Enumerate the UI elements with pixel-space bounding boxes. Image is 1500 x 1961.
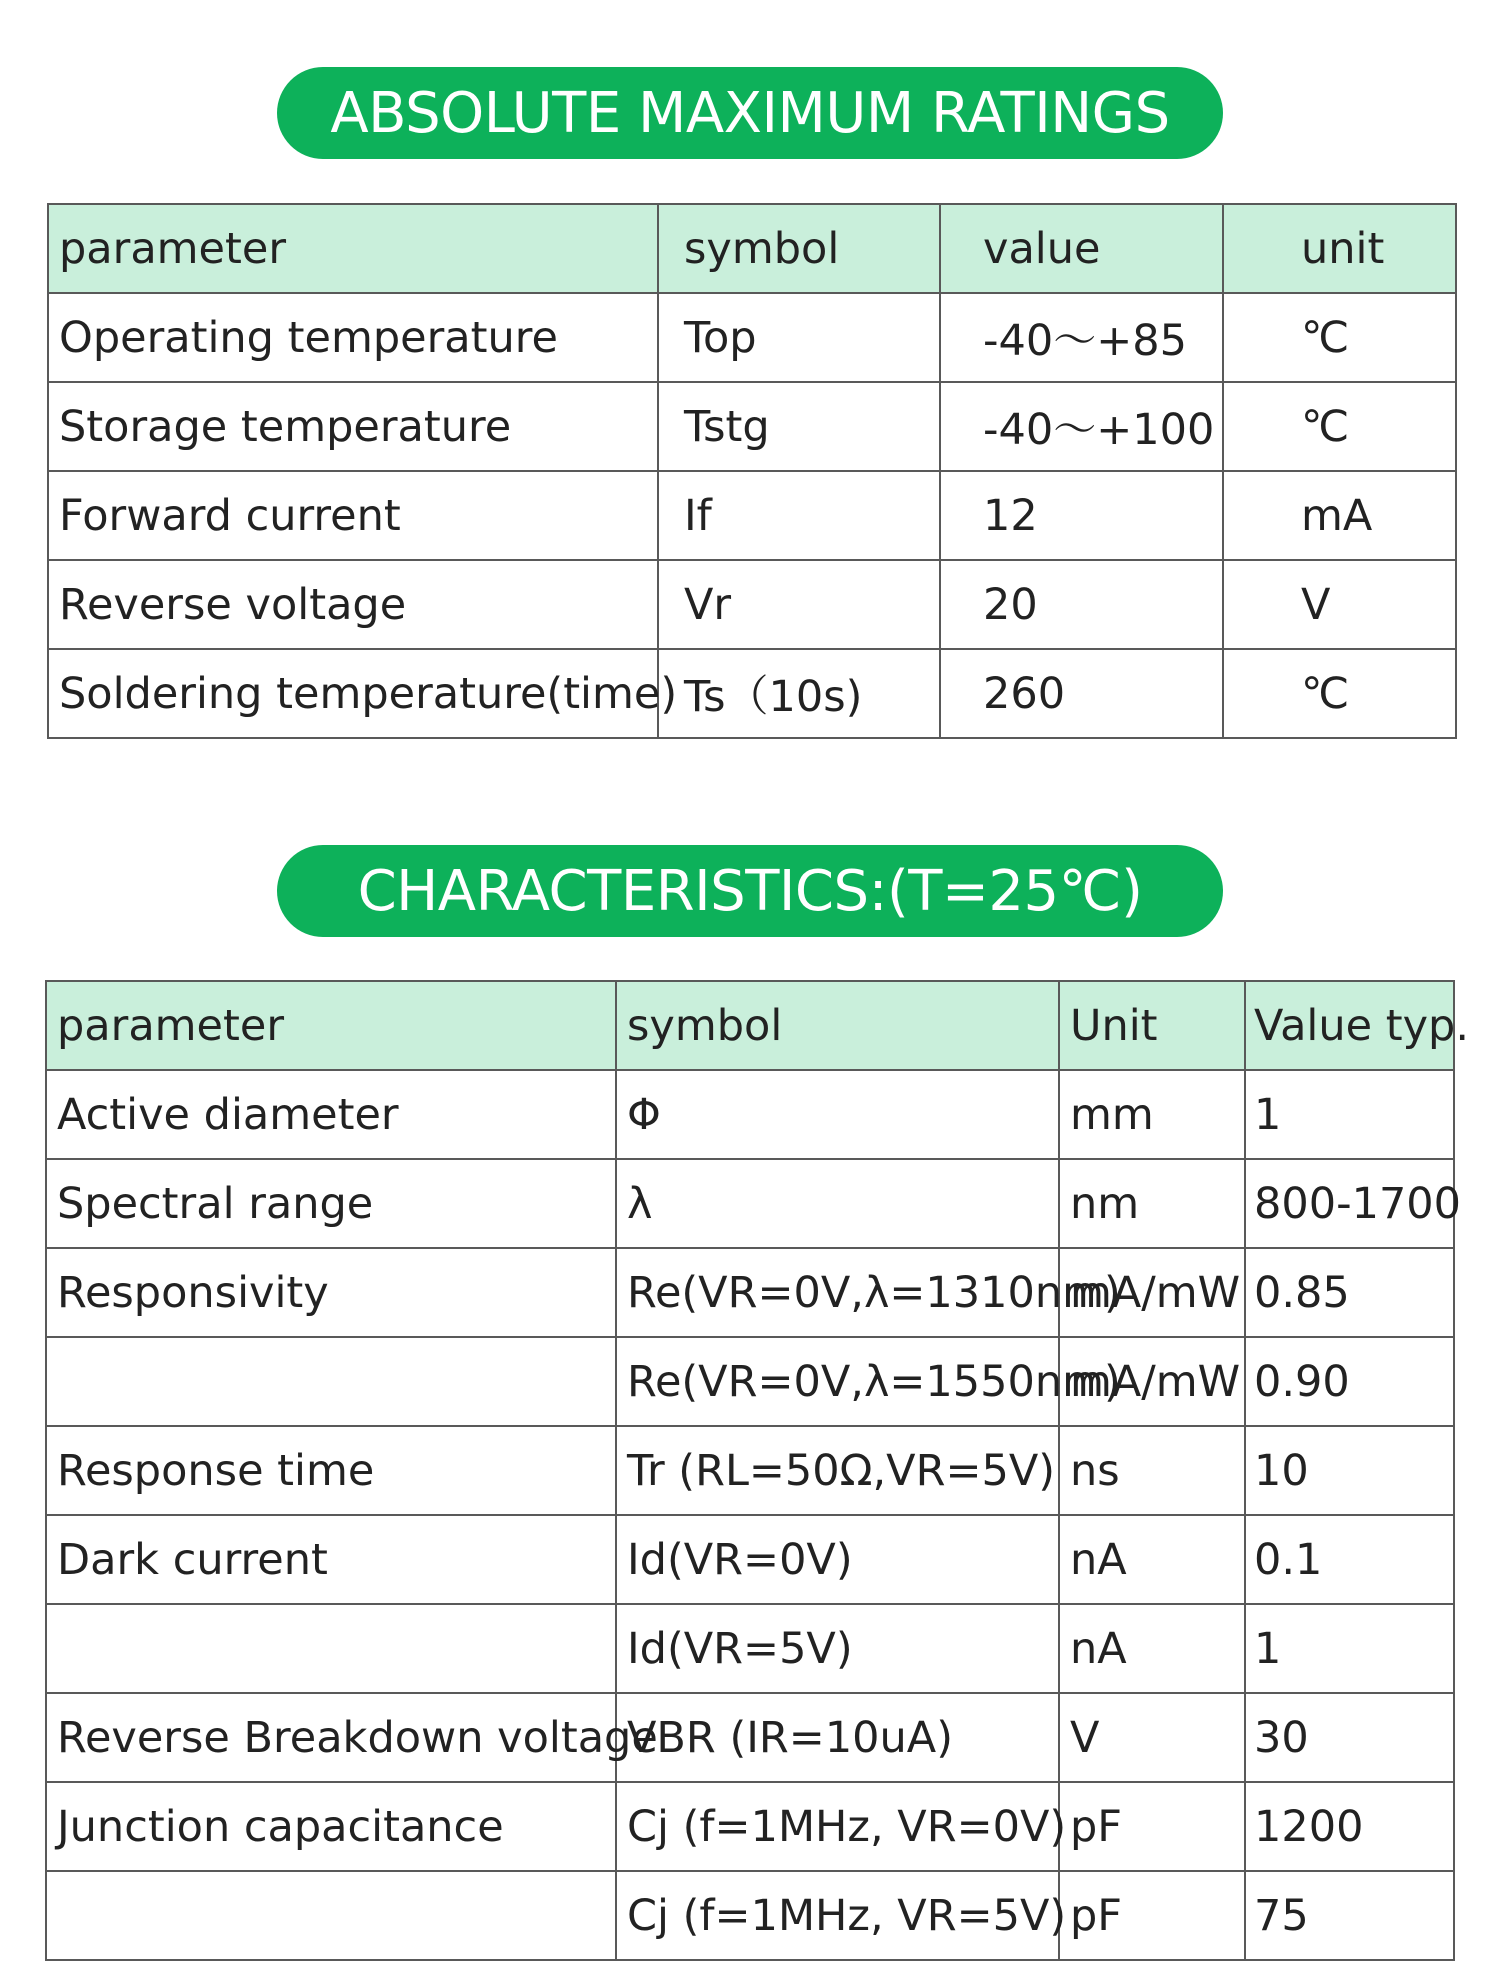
absolute-maximum-ratings-body [48,204,1456,738]
header-cell-symbol: symbol [658,204,940,293]
table-row [46,1426,1454,1515]
table-row [46,1693,1454,1782]
cell-unit: pF [1059,1782,1245,1871]
characteristics-title: CHARACTERISTICS:(T=25℃) [277,845,1223,937]
cell-parameter [46,1337,616,1426]
cell-unit: nm [1059,1159,1245,1248]
cell-unit: ℃ [1223,382,1456,471]
table-row [46,1337,1454,1426]
cell-parameter: Response time [46,1426,616,1515]
cell-unit: V [1223,560,1456,649]
cell-parameter: Junction capacitance [46,1782,616,1871]
cell-parameter: Responsivity [46,1248,616,1337]
table-row [46,1871,1454,1960]
cell-symbol: Re(VR=0V,λ=1310nm) [616,1248,1059,1337]
header-cell-value: Value typ. [1245,981,1454,1070]
cell-parameter: Storage temperature [48,382,658,471]
cell-unit: V [1059,1693,1245,1782]
absolute-maximum-ratings-title: ABSOLUTE MAXIMUM RATINGS [277,67,1223,159]
cell-value: 0.1 [1245,1515,1454,1604]
table-header-row [46,981,1454,1070]
cell-value: 800-1700 [1245,1159,1454,1248]
cell-parameter: Spectral range [46,1159,616,1248]
cell-unit: mm [1059,1070,1245,1159]
cell-parameter: Soldering temperature(time) [48,649,658,738]
cell-unit: ℃ [1223,293,1456,382]
cell-value: 1 [1245,1604,1454,1693]
header-cell-value: value [940,204,1223,293]
table-row [46,1782,1454,1871]
header-cell-symbol: symbol [616,981,1059,1070]
table-row [46,1604,1454,1693]
cell-symbol: Id(VR=5V) [616,1604,1059,1693]
cell-symbol: Cj (f=1MHz, VR=5V) [616,1871,1059,1960]
header-cell-unit: Unit [1059,981,1245,1070]
cell-unit: ns [1059,1426,1245,1515]
cell-value: 0.85 [1245,1248,1454,1337]
header-cell-unit: unit [1223,204,1456,293]
cell-unit: nA [1059,1515,1245,1604]
cell-parameter [46,1871,616,1960]
cell-parameter [46,1604,616,1693]
cell-value: -40～+85 [940,293,1223,382]
table-header-row [48,204,1456,293]
cell-unit: mA/mW [1059,1248,1245,1337]
cell-value: 75 [1245,1871,1454,1960]
table-row [46,1070,1454,1159]
table-row [48,293,1456,382]
table-row [46,1159,1454,1248]
cell-unit: nA [1059,1604,1245,1693]
absolute-maximum-ratings-table [47,203,1457,739]
characteristics-body [46,981,1470,1960]
characteristics-table [45,980,1470,1961]
cell-symbol: Vr [658,560,940,649]
cell-value: 30 [1245,1693,1454,1782]
cell-value: 20 [940,560,1223,649]
cell-symbol: Top [658,293,940,382]
table-row [48,649,1456,738]
cell-parameter: Dark current [46,1515,616,1604]
table-row [48,382,1456,471]
cell-value: -40～+100 [940,382,1223,471]
table-row [46,1248,1454,1337]
cell-unit: pF [1059,1871,1245,1960]
cell-symbol: If [658,471,940,560]
cell-symbol: Tstg [658,382,940,471]
table-row [48,560,1456,649]
cell-symbol: Ts（10s) [658,649,940,738]
cell-unit: mA [1223,471,1456,560]
cell-parameter: Forward current [48,471,658,560]
cell-parameter: Reverse Breakdown voltage [46,1693,616,1782]
cell-unit: ℃ [1223,649,1456,738]
cell-parameter: Operating temperature [48,293,658,382]
cell-symbol: VBR (IR=10uA) [616,1693,1059,1782]
cell-value: 1 [1245,1070,1454,1159]
cell-symbol: Re(VR=0V,λ=1550nm) [616,1337,1059,1426]
cell-symbol: Id(VR=0V) [616,1515,1059,1604]
header-cell-parameter: parameter [48,204,658,293]
cell-symbol: Φ [616,1070,1059,1159]
cell-value: 12 [940,471,1223,560]
cell-unit: mA/mW [1059,1337,1245,1426]
cell-value: 10 [1245,1426,1454,1515]
cell-symbol: λ [616,1159,1059,1248]
cell-symbol: Cj (f=1MHz, VR=0V) [616,1782,1059,1871]
header-cell-parameter: parameter [46,981,616,1070]
cell-value: 1200 [1245,1782,1454,1871]
cell-symbol: Tr (RL=50Ω,VR=5V) [616,1426,1059,1515]
table-row [46,1515,1454,1604]
cell-parameter: Reverse voltage [48,560,658,649]
cell-value: 0.90 [1245,1337,1454,1426]
cell-parameter: Active diameter [46,1070,616,1159]
table-row [48,471,1456,560]
cell-value: 260 [940,649,1223,738]
